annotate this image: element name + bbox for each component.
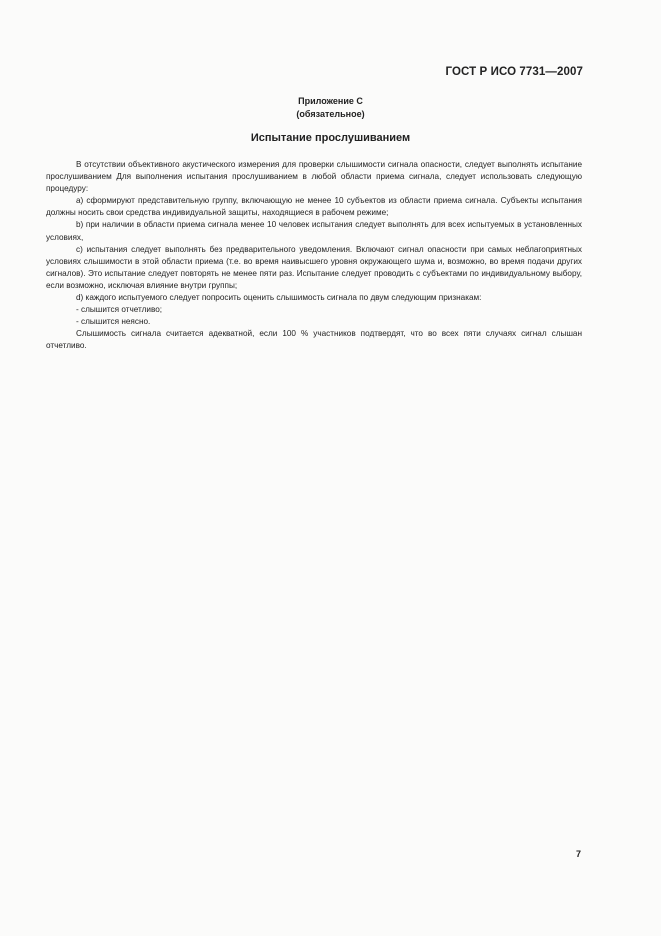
paragraph-item-b: b) при наличии в области приема сигнала менее 10 человек испытания следует выполнять для всех испытуемых в установленных условиях,	[46, 220, 582, 242]
appendix-heading	[0, 95, 661, 121]
paragraph-intro: В отсутствии объективного акустического измерения для проверки слышимости сигнала опасности, следует выполнять испытание прослушиванием Для выполнения испытания прослушиванием в любой области приема сигнала, следует использовать следующую процедуру:	[46, 160, 582, 194]
body-text	[46, 159, 582, 353]
paragraph-item-d: d) каждого испытуемого следует попросить оценить слышимость сигнала по двум следующим признакам:	[76, 293, 482, 303]
paragraph-item-a: а) сформируют представительную группу, включающую не менее 10 субъектов из области приема сигнала. Субъекты испытания должны носить свои средства индивидуальной защиты, находящиеся в рабочем режиме;	[46, 196, 582, 218]
list-item-unclear: - слышится неясно.	[76, 317, 151, 327]
list-item-clear: - слышится отчетливо;	[76, 305, 163, 315]
page-number: 7	[575, 849, 581, 859]
section-title: Испытание прослушиванием	[250, 132, 411, 144]
appendix-label: Приложение С	[298, 96, 363, 106]
document-header-id: ГОСТ Р ИСО 7731—2007	[445, 66, 583, 78]
appendix-status: (обязательное)	[296, 109, 365, 119]
paragraph-item-c: с) испытания следует выполнять без предварительного уведомления. Включают сигнал опасности при самых неблагоприятных условиях слышимости в этой области приема (т.е. во время наивысшего уровня окружающего шума и, возможно, во время подачи других сигналов). Это испытание следует повторять не менее пяти раз. Испытание следует проводить с субъектами по индивидуальному выбору, если возможно, исключая влияние внутри группы;	[46, 244, 582, 290]
paragraph-conclusion: Слышимость сигнала считается адекватной, если 100 % участников подтвердят, что во всех пяти случаях сигнал слышан отчетливо.	[46, 329, 582, 351]
